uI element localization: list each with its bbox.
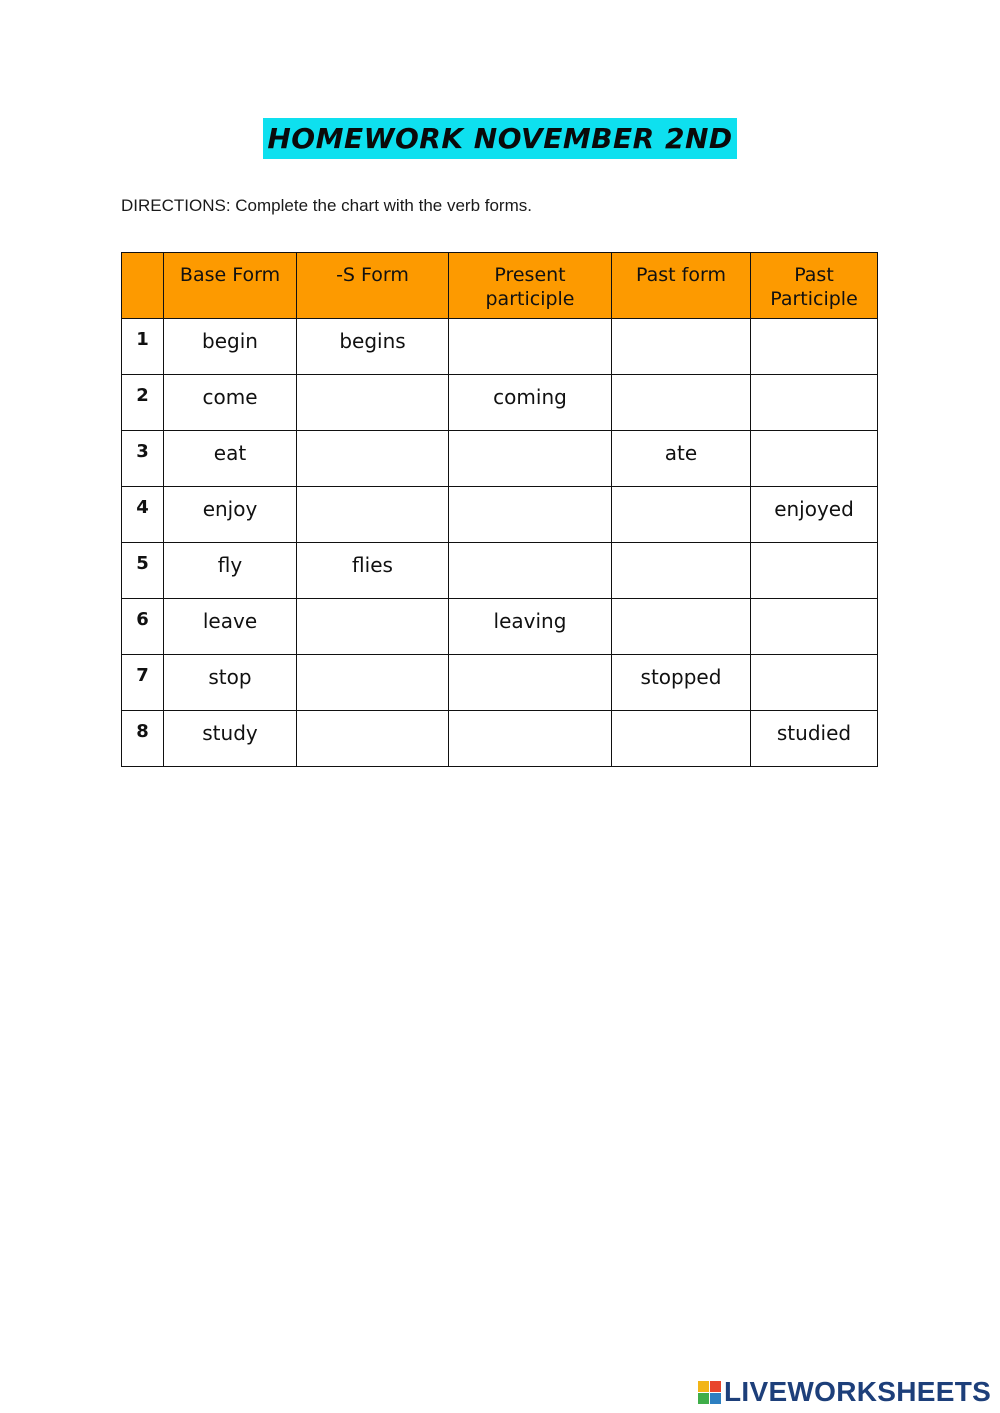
base-form-cell: enjoy bbox=[164, 487, 297, 543]
header-present-participle: Present participle bbox=[449, 253, 612, 319]
past-form-cell[interactable] bbox=[612, 711, 751, 767]
header-s-form: -S Form bbox=[297, 253, 449, 319]
table-row bbox=[122, 543, 878, 599]
base-form-cell: eat bbox=[164, 431, 297, 487]
table-row bbox=[122, 487, 878, 543]
page-title: HOMEWORK NOVEMBER 2ND bbox=[263, 118, 736, 159]
past-form-cell[interactable] bbox=[612, 543, 751, 599]
verb-forms-table bbox=[121, 252, 878, 767]
past-form-cell[interactable] bbox=[612, 599, 751, 655]
liveworksheets-brand: LIVEWORKSHEETS bbox=[724, 1376, 992, 1407]
table-row bbox=[122, 375, 878, 431]
present-participle-cell: leaving bbox=[449, 599, 612, 655]
table-row bbox=[122, 431, 878, 487]
table-row bbox=[122, 319, 878, 375]
past-form-cell[interactable] bbox=[612, 375, 751, 431]
s-form-cell: flies bbox=[297, 543, 449, 599]
present-participle-cell[interactable] bbox=[449, 543, 612, 599]
past-participle-cell[interactable] bbox=[751, 655, 878, 711]
base-form-cell: begin bbox=[164, 319, 297, 375]
table-row bbox=[122, 599, 878, 655]
table-row bbox=[122, 655, 878, 711]
past-participle-cell[interactable] bbox=[751, 599, 878, 655]
past-participle-cell: enjoyed bbox=[751, 487, 878, 543]
s-form-cell[interactable] bbox=[297, 711, 449, 767]
present-participle-cell[interactable] bbox=[449, 319, 612, 375]
directions-text: DIRECTIONS: Complete the chart with the verb forms. bbox=[121, 196, 532, 215]
past-form-cell: ate bbox=[612, 431, 751, 487]
header-number bbox=[122, 253, 164, 319]
past-form-cell[interactable] bbox=[612, 319, 751, 375]
liveworksheets-logo-icon bbox=[698, 1381, 721, 1404]
base-form-cell: leave bbox=[164, 599, 297, 655]
past-participle-cell[interactable] bbox=[751, 375, 878, 431]
row-number: 4 bbox=[122, 487, 164, 543]
s-form-cell[interactable] bbox=[297, 599, 449, 655]
row-number: 1 bbox=[122, 319, 164, 375]
past-form-cell[interactable] bbox=[612, 487, 751, 543]
present-participle-cell[interactable] bbox=[449, 655, 612, 711]
header-base-form: Base Form bbox=[164, 253, 297, 319]
past-participle-cell[interactable] bbox=[751, 543, 878, 599]
row-number: 3 bbox=[122, 431, 164, 487]
row-number: 7 bbox=[122, 655, 164, 711]
row-number: 2 bbox=[122, 375, 164, 431]
row-number: 5 bbox=[122, 543, 164, 599]
present-participle-cell[interactable] bbox=[449, 711, 612, 767]
base-form-cell: fly bbox=[164, 543, 297, 599]
base-form-cell: come bbox=[164, 375, 297, 431]
s-form-cell[interactable] bbox=[297, 375, 449, 431]
row-number: 8 bbox=[122, 711, 164, 767]
header-past-participle: Past Participle bbox=[751, 253, 878, 319]
base-form-cell: stop bbox=[164, 655, 297, 711]
base-form-cell: study bbox=[164, 711, 297, 767]
past-participle-cell[interactable] bbox=[751, 319, 878, 375]
present-participle-cell[interactable] bbox=[449, 487, 612, 543]
s-form-cell: begins bbox=[297, 319, 449, 375]
header-past-form: Past form bbox=[612, 253, 751, 319]
title-area bbox=[0, 118, 1000, 159]
table-row bbox=[122, 711, 878, 767]
s-form-cell[interactable] bbox=[297, 655, 449, 711]
s-form-cell[interactable] bbox=[297, 487, 449, 543]
table-header-row bbox=[122, 253, 878, 319]
present-participle-cell[interactable] bbox=[449, 431, 612, 487]
row-number: 6 bbox=[122, 599, 164, 655]
s-form-cell[interactable] bbox=[297, 431, 449, 487]
past-participle-cell[interactable] bbox=[751, 431, 878, 487]
past-form-cell: stopped bbox=[612, 655, 751, 711]
liveworksheets-footer bbox=[698, 1376, 991, 1408]
past-participle-cell: studied bbox=[751, 711, 878, 767]
present-participle-cell: coming bbox=[449, 375, 612, 431]
